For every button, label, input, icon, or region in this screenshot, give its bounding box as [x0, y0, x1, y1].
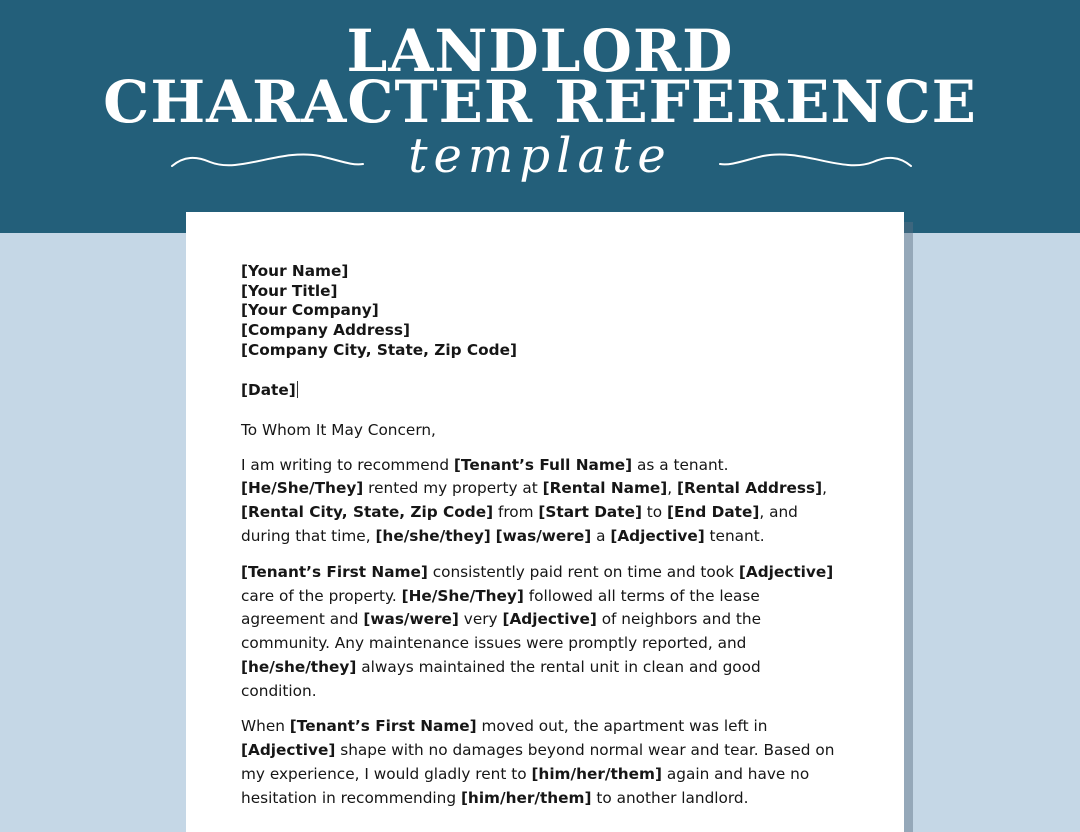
- placeholder-field: [him/her/them]: [531, 765, 662, 784]
- date-placeholder: [Date]: [241, 380, 296, 399]
- placeholder-field: [Adjective]: [738, 562, 834, 581]
- text-run: very: [458, 610, 503, 629]
- text-run: care of the property.: [241, 586, 402, 605]
- placeholder-field: [was/were]: [495, 526, 592, 545]
- text-run: hesitation in recommending: [241, 788, 461, 807]
- text-run: agreement and: [241, 610, 364, 629]
- placeholder-field: [Start Date]: [538, 503, 642, 522]
- text-run: ,: [667, 479, 678, 498]
- paragraph-line: [241, 479, 827, 497]
- text-run: of neighbors and the: [596, 610, 761, 629]
- sender-address-block: [241, 262, 881, 361]
- title-line-1: LANDLORD: [346, 17, 734, 85]
- text-run: during that time,: [241, 526, 376, 545]
- placeholder-field: [Adjective]: [241, 741, 336, 760]
- placeholder-field: [He/She/They]: [241, 479, 364, 498]
- paragraph: [241, 715, 881, 810]
- placeholder-field: [Tenant’s Full Name]: [453, 455, 633, 474]
- text-run: consistently paid rent on time and took: [427, 562, 739, 581]
- text-run: shape with no damages beyond normal wear and tear. Based on: [335, 741, 835, 760]
- address-line: [Your Title]: [241, 281, 338, 300]
- text-run: always maintained the rental unit in clean and good: [356, 657, 761, 676]
- subtitle-row: [0, 130, 1080, 200]
- text-run: my experience, I would gladly rent to: [241, 765, 532, 784]
- text-run: as a tenant.: [632, 455, 729, 474]
- paragraph-line: [241, 682, 317, 700]
- right-swash-ornament: [718, 142, 913, 182]
- placeholder-field: [Rental Address]: [677, 479, 823, 498]
- text-run: from: [493, 503, 539, 522]
- date-line: [241, 380, 881, 400]
- placeholder-field: [was/were]: [363, 610, 459, 629]
- text-run: again and have no: [662, 765, 810, 784]
- paragraph-line: [241, 634, 746, 652]
- paragraph-line: [241, 741, 834, 759]
- placeholder-field: [Adjective]: [502, 610, 597, 629]
- text-run: a: [591, 526, 611, 545]
- paragraph-line: [241, 610, 761, 628]
- paragraph-line: [241, 527, 765, 545]
- text-run: , and: [759, 503, 798, 522]
- text-run: ,: [822, 479, 827, 498]
- text-run: to another landlord.: [591, 788, 749, 807]
- paragraph-line: [241, 587, 760, 605]
- address-line: [Your Name]: [241, 262, 349, 280]
- paragraph-line: [241, 658, 761, 676]
- text-run: to: [641, 503, 668, 522]
- paragraph-line: [241, 456, 729, 474]
- text-run: rented my property at: [363, 479, 543, 498]
- address-line: [Company City, State, Zip Code]: [241, 340, 517, 359]
- text-run: community. Any maintenance issues were promptly reported, and: [241, 634, 747, 653]
- text-cursor: [297, 381, 298, 398]
- paragraph-line: [241, 765, 809, 783]
- placeholder-field: [Rental City, State, Zip Code]: [241, 503, 494, 522]
- address-line: [Company Address]: [241, 321, 410, 340]
- text-run: When: [241, 717, 290, 736]
- letter-page: [186, 212, 904, 832]
- placeholder-field: [Rental Name]: [542, 479, 668, 498]
- paragraph: [241, 561, 881, 704]
- salutation: To Whom It May Concern,: [241, 420, 436, 439]
- text-run: condition.: [241, 681, 317, 700]
- title-line-2: CHARACTER REFERENCE: [103, 68, 977, 136]
- address-line: [Your Company]: [241, 301, 379, 320]
- text-run: moved out, the apartment was left in: [476, 717, 768, 736]
- text-run: followed all terms of the lease: [523, 586, 760, 605]
- placeholder-field: [he/she/they]: [241, 657, 357, 676]
- paragraph-line: [241, 503, 798, 521]
- placeholder-field: [him/her/them]: [460, 788, 592, 807]
- placeholder-field: [He/She/They]: [401, 586, 524, 605]
- paragraph-line: [241, 789, 749, 807]
- placeholder-field: [Tenant’s First Name]: [289, 717, 477, 736]
- placeholder-field: [Adjective]: [610, 526, 705, 545]
- placeholder-field: [End Date]: [667, 503, 760, 522]
- text-run: I am writing to recommend: [241, 455, 454, 474]
- title-banner: [0, 0, 1080, 233]
- letter-body: [241, 262, 881, 811]
- text-run: tenant.: [704, 526, 765, 545]
- placeholder-field: [he/she/they]: [375, 526, 491, 545]
- paragraph: [241, 454, 881, 549]
- placeholder-field: [Tenant’s First Name]: [241, 562, 428, 581]
- subtitle-script: template: [408, 128, 672, 184]
- paragraph-line: [241, 717, 767, 735]
- paragraph-line: [241, 563, 833, 581]
